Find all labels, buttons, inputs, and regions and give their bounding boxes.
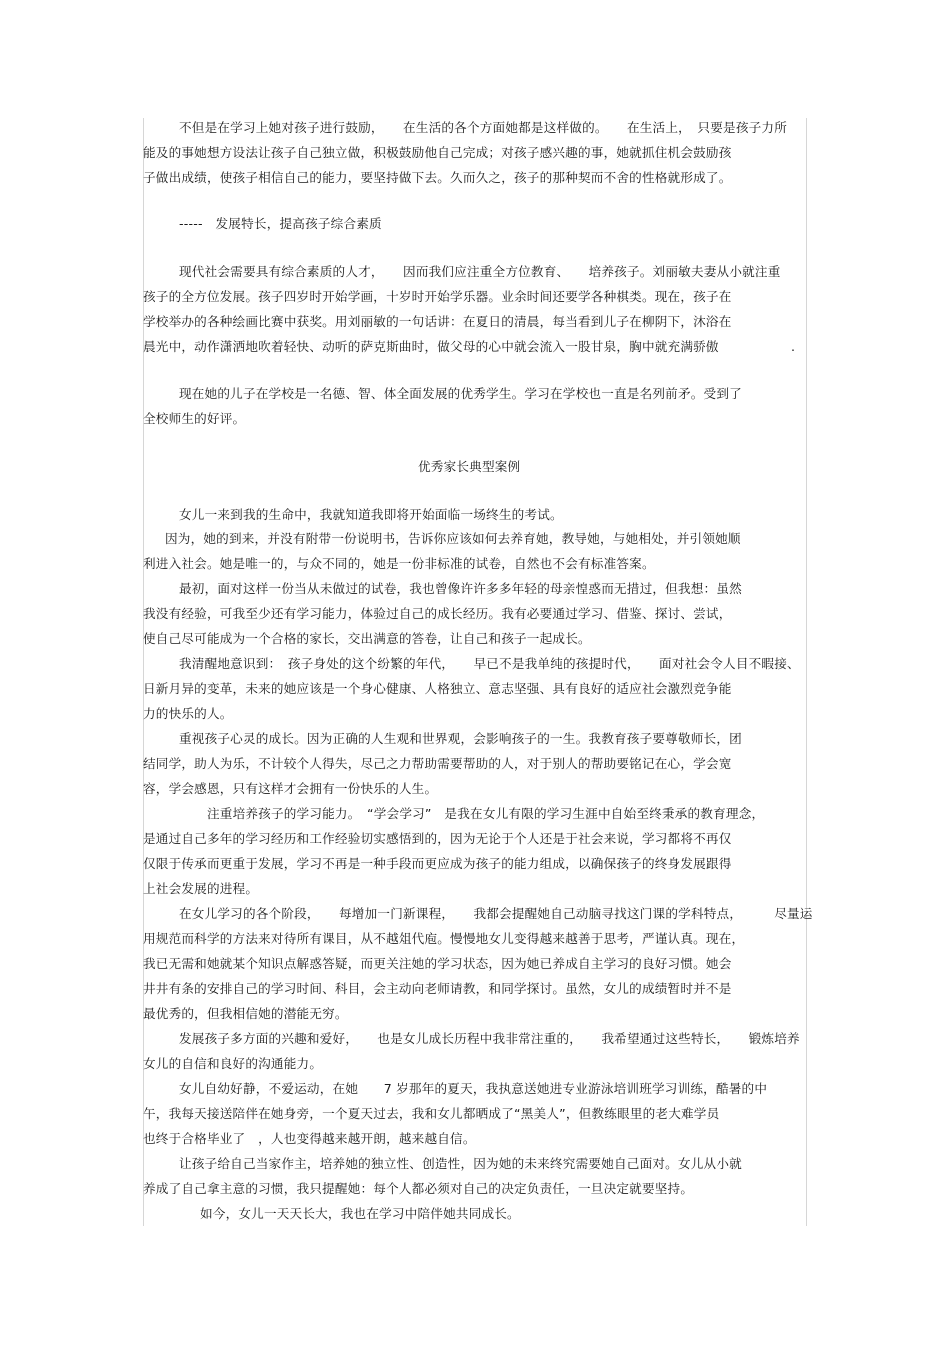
text-line: 不但是在学习上她对孩子进行鼓励， 在生活的各个方面她都是这样做的。 在生活上， 只要是孩子力所 bbox=[179, 120, 787, 135]
text-line: 女儿一来到我的生命中，我就知道我即将开始面临一场终生的考试。 bbox=[179, 507, 563, 522]
text-line: 女儿的自信和良好的沟通能力。 bbox=[143, 1056, 323, 1071]
text-line: 让孩子给自己当家作主，培养她的独立性、创造性，因为她的未来终究需要她自己面对。女儿从小就 bbox=[179, 1156, 742, 1171]
text-line: 如今，女儿一天天长大，我也在学习中陪伴她共同成长。 bbox=[200, 1206, 520, 1221]
text-line: 力的快乐的人。 bbox=[143, 706, 233, 721]
text-line: 最优秀的，但我相信她的潜能无穷。 bbox=[143, 1006, 348, 1021]
text-line: 现代社会需要具有综合素质的人才， 因而我们应注重全方位教育、 培养孩子。刘丽敏夫妻从小就注重 bbox=[179, 264, 781, 279]
text-line: 学校举办的各种绘画比赛中获奖。用刘丽敏的一句话讲：在夏日的清晨，每当看到儿子在柳阴下，沐浴在 bbox=[143, 314, 732, 329]
text-line: 女儿自幼好静，不爱运动，在她 7 岁那年的夏天，我执意送她进专业游泳培训班学习训练，酷暑的中 bbox=[179, 1081, 768, 1096]
text-line: 全校师生的好评。 bbox=[143, 411, 246, 426]
frame-right-rule bbox=[806, 118, 807, 1226]
text-line: 晨光中，动作潇洒地吹着轻快、动听的萨克斯曲时，做父母的心中就会流入一股甘泉，胸中就充满骄傲 bbox=[143, 339, 719, 354]
text-line: 注重培养孩子的学习能力。 “学会学习” 是我在女儿有限的学习生涯中自始至终秉承的教育理念， bbox=[207, 806, 765, 821]
text-line: 结同学，助人为乐，不计较个人得失，尽己之力帮助需要帮助的人，对于别人的帮助要铭记在心，学会宽 bbox=[143, 756, 732, 771]
article-title: 优秀家长典型案例 bbox=[418, 459, 521, 474]
text-line: 井井有条的安排自己的学习时间、科目，会主动向老师请教，和同学探讨。虽然，女儿的成绩暂时并不是 bbox=[143, 981, 732, 996]
text-line: 我清醒地意识到： 孩子身处的这个纷繁的年代， 早已不是我单纯的孩提时代， 面对社会令人目不暇接、 bbox=[179, 656, 800, 671]
text-line: 孩子的全方位发展。孩子四岁时开始学画，十岁时开始学乐器。业余时间还要学各种棋类。现在，孩子在 bbox=[143, 289, 732, 304]
text-line: 养成了自己拿主意的习惯，我只提醒她：每个人都必须对自己的决定负责任，一旦决定就要坚持。 bbox=[143, 1181, 694, 1196]
text-line: 午，我每天接送陪伴在她身旁，一个夏天过去，我和女儿都晒成了“黑美人”，但教练眼里的老大难学员 bbox=[143, 1106, 720, 1121]
text-line: 子做出成绩，使孩子相信自己的能力，要坚持做下去。久而久之，孩子的那种契而不舍的性格就形成了。 bbox=[143, 170, 732, 185]
text-line: 因为，她的到来，并没有附带一份说明书，告诉你应该如何去养育她，教导她，与她相处，并引领她顺 bbox=[165, 531, 741, 546]
text-line: 使自己尽可能成为一个合格的家长，交出满意的答卷，让自己和孩子一起成长。 bbox=[143, 631, 591, 646]
text-line: 重视孩子心灵的成长。因为正确的人生观和世界观，会影响孩子的一生。我教育孩子要尊敬师长，团 bbox=[179, 731, 742, 746]
text-line: 在女儿学习的各个阶段， 每增加一门新课程， 我都会提醒她自己动脑寻找这门课的学科特点， 尽量运 bbox=[179, 906, 813, 921]
text-line: 最初，面对这样一份当从未做过的试卷，我也曾像许许多多年轻的母亲惶惑而无措过，但我想：虽然 bbox=[179, 581, 742, 596]
text-line: 能及的事她想方设法让孩子自己独立做，积极鼓励他自己完成；对孩子感兴趣的事，她就抓住机会鼓励孩 bbox=[143, 145, 732, 160]
text-line: 上社会发展的进程。 bbox=[143, 881, 259, 896]
text-line: 是通过自己多年的学习经历和工作经验切实感悟到的，因为无论于个人还是于社会来说，学习都将不再仅 bbox=[143, 831, 732, 846]
text-line: 容，学会感恩，只有这样才会拥有一份快乐的人生。 bbox=[143, 781, 438, 796]
text-line: 日新月异的变革，未来的她应该是一个身心健康、人格独立、意志坚强、具有良好的适应社会激烈竞争能 bbox=[143, 681, 732, 696]
text-line: 用规范而科学的方法来对待所有课目，从不越俎代庖。慢慢地女儿变得越来越善于思考，严谨认真。现在， bbox=[143, 931, 745, 946]
section-heading: ----- 发展特长，提高孩子综合素质 bbox=[179, 216, 382, 231]
text-line: 我没有经验，可我至少还有学习能力，体验过自己的成长经历。我有必要通过学习、借鉴、探讨、尝试， bbox=[143, 606, 732, 621]
text-line: 我已无需和她就某个知识点解惑答疑，而更关注她的学习状态，因为她已养成自主学习的良好习惯。她会 bbox=[143, 956, 732, 971]
text-line: 利进入社会。她是唯一的，与众不同的，她是一份非标准的试卷，自然也不会有标准答案。 bbox=[143, 556, 655, 571]
text-line: 发展孩子多方面的兴趣和爱好， 也是女儿成长历程中我非常注重的， 我希望通过这些特长， 锻炼培养 bbox=[179, 1031, 800, 1046]
text-line: 现在她的儿子在学校是一名德、智、体全面发展的优秀学生。学习在学校也一直是名列前矛。受到了 bbox=[179, 386, 742, 401]
text-line-period: . bbox=[791, 339, 796, 354]
text-line: 也终于合格毕业了 ，人也变得越来越开朗，越来越自信。 bbox=[143, 1131, 476, 1146]
text-line: 仅限于传承而更重于发展，学习不再是一种手段而更应成为孩子的能力组成，以确保孩子的终身发展跟得 bbox=[143, 856, 732, 871]
